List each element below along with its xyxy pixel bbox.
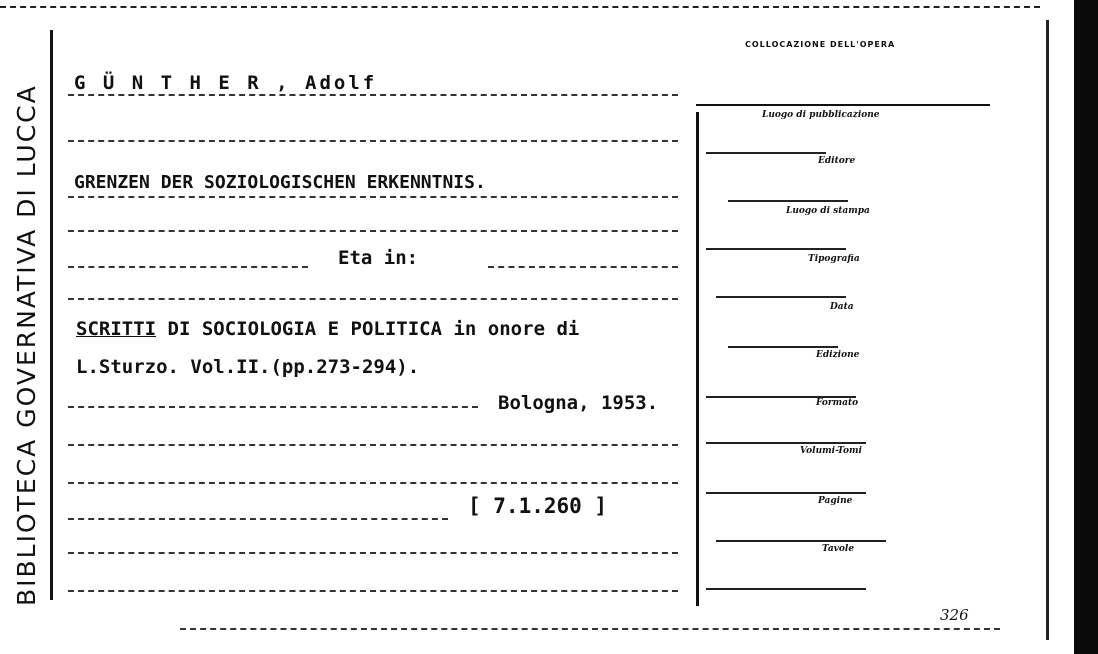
ruled-line (488, 266, 678, 268)
field-volumi-tomi: Volumi-Tomi (800, 446, 862, 456)
field-luogo-stampa: Luogo di stampa (786, 206, 870, 216)
panel-header: COLLOCAZIONE DELL'OPERA (745, 40, 896, 49)
ruled-line (68, 518, 448, 520)
field-luogo-pubblicazione: Luogo di pubblicazione (762, 110, 880, 120)
ruled-line (68, 266, 308, 268)
field-line (716, 296, 846, 298)
source-title-rest: DI SOCIOLOGIA E POLITICA in onore di (156, 318, 580, 340)
field-line (706, 248, 846, 250)
field-line (728, 200, 848, 202)
page-number: 326 (940, 606, 969, 624)
shelfmark: [ 7.1.260 ] (468, 494, 608, 518)
field-tipografia: Tipografia (808, 254, 860, 264)
field-line (706, 152, 826, 154)
ruled-line (68, 298, 678, 300)
field-line (706, 442, 866, 444)
source-line-1 (76, 318, 579, 340)
field-line (728, 346, 838, 348)
ruled-line (68, 94, 678, 96)
card-right-border (1046, 20, 1059, 640)
place-year: Bologna, 1953. (498, 392, 659, 414)
field-line (716, 540, 886, 542)
ruled-line (180, 628, 1000, 630)
ruled-line (68, 230, 678, 232)
work-title: GRENZEN DER SOZIOLOGISCHEN ERKENNTNIS. (74, 172, 486, 193)
top-border (0, 6, 1040, 8)
panel-top-rule (696, 104, 990, 106)
ruled-line (68, 140, 678, 142)
source-line-2: L.Sturzo. Vol.II.(pp.273-294). (76, 356, 420, 378)
field-data: Data (830, 302, 854, 312)
ruled-line (68, 482, 678, 484)
field-editore: Editore (818, 156, 856, 166)
field-formato: Formato (816, 398, 859, 408)
panel-divider (696, 112, 699, 606)
author: G Ü N T H E R , Adolf (74, 72, 378, 94)
field-line (706, 588, 866, 590)
field-edizione: Edizione (816, 350, 860, 360)
ruled-line (68, 552, 678, 554)
left-margin-rule (50, 30, 53, 600)
library-name: BIBLIOTECA GOVERNATIVA DI LUCCA (12, 84, 41, 606)
field-tavole: Tavole (822, 544, 855, 554)
in-label: Eta in: (338, 247, 419, 269)
ruled-line (68, 444, 678, 446)
ruled-line (68, 406, 478, 408)
ruled-line (68, 590, 678, 592)
ruled-line (68, 196, 678, 198)
source-title-underlined: SCRITTI (76, 318, 157, 340)
scan-dark-edge (1074, 0, 1098, 654)
field-line (706, 492, 866, 494)
field-pagine: Pagine (818, 496, 853, 506)
